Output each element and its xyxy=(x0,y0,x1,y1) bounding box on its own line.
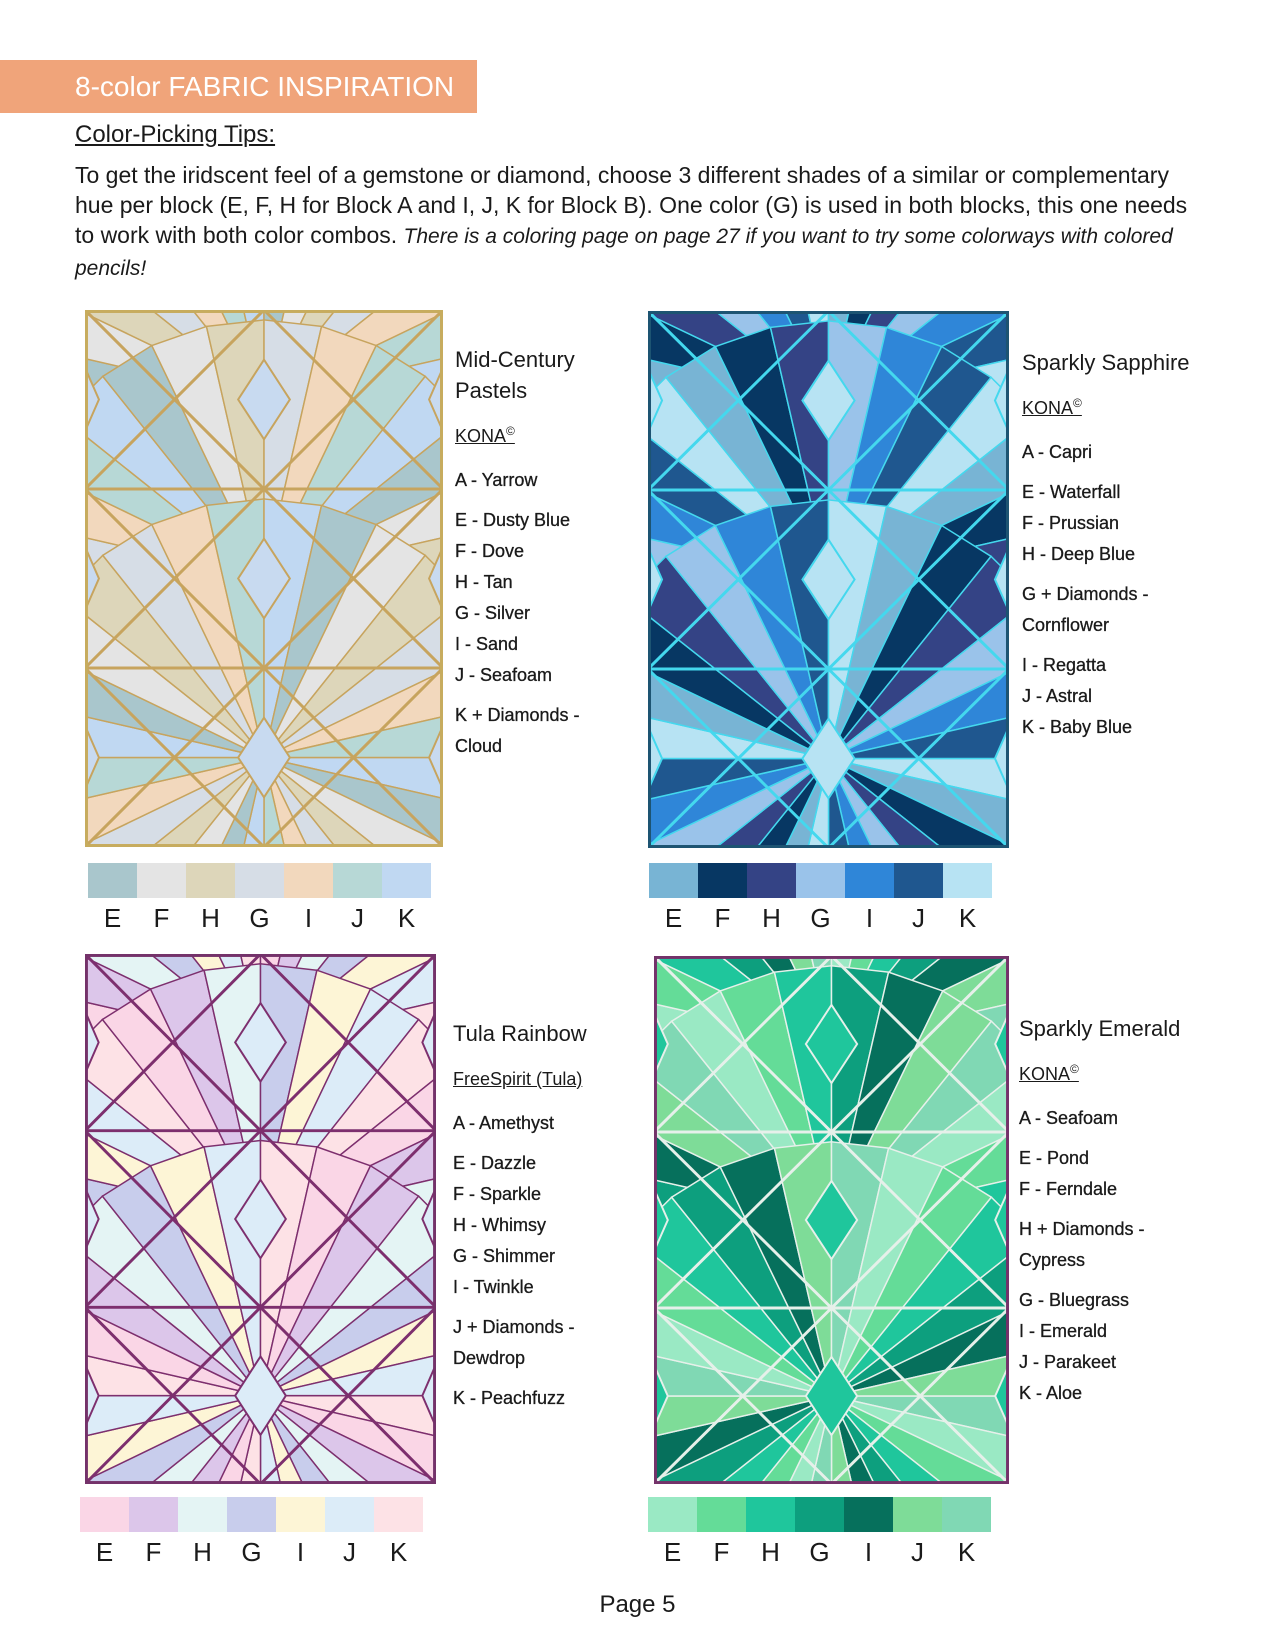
fabric-item: I - Emerald xyxy=(1019,1321,1108,1341)
section-banner: 8-color FABRIC INSPIRATION xyxy=(0,60,477,113)
swatch-letters-emerald xyxy=(648,1537,991,1568)
tips-paragraph xyxy=(75,160,1205,284)
fabric-item: J - Astral xyxy=(1022,686,1093,706)
color-swatch xyxy=(88,863,137,898)
palette-info-pastels xyxy=(455,344,625,762)
color-swatch xyxy=(178,1497,227,1532)
palette-info-emerald xyxy=(1019,1013,1189,1409)
tips-heading: Color-Picking Tips: xyxy=(75,121,276,148)
swatch-letters-sapphire xyxy=(649,903,992,934)
fabric-item: H - Whimsy xyxy=(453,1215,546,1235)
swatch-letter: I xyxy=(864,1537,873,1567)
color-swatch xyxy=(284,863,333,898)
fabric-item: G - Shimmer xyxy=(453,1246,556,1266)
color-swatch xyxy=(235,863,284,898)
fabric-item: H - Deep Blue xyxy=(1022,544,1136,564)
fabric-item: H + Diamonds - Cypress xyxy=(1019,1219,1145,1270)
swatch-letter: H xyxy=(193,1537,212,1567)
swatch-letter: I xyxy=(296,1537,305,1567)
color-swatch xyxy=(796,863,845,898)
swatch-letter: E xyxy=(103,903,122,933)
swatch-letters-pastels xyxy=(88,903,431,934)
page-number: Page 5 xyxy=(599,1591,676,1618)
color-swatch xyxy=(129,1497,178,1532)
fabric-item: I - Regatta xyxy=(1022,655,1107,675)
color-swatch xyxy=(648,1497,697,1532)
color-swatch xyxy=(325,1497,374,1532)
color-swatch xyxy=(942,1497,991,1532)
color-swatch xyxy=(893,1497,942,1532)
tips-body: To get the iridscent feel of a gemstone or diamond, choose 3 different shades of a similar or complementary hue per block (E, F, H for Block A and I, J, K for Block B). One color (G) is used in both blocks, this one needs to work with both color combos. xyxy=(75,162,1188,248)
swatch-letter: G xyxy=(249,903,270,933)
palette-name: Mid-Century Pastels xyxy=(455,347,575,403)
swatch-strip-pastels xyxy=(88,863,431,898)
palette-name: Sparkly Sapphire xyxy=(1022,350,1190,375)
color-swatch xyxy=(698,863,747,898)
color-swatch xyxy=(844,1497,893,1532)
brand-label: KONA© xyxy=(1019,1062,1079,1084)
brand-label: KONA© xyxy=(455,424,515,446)
fabric-item: E - Dusty Blue xyxy=(455,510,571,530)
swatch-letter: J xyxy=(343,1537,356,1567)
fabric-item: J - Seafoam xyxy=(455,665,553,685)
swatch-letter: H xyxy=(761,1537,780,1567)
fabric-item: A - Yarrow xyxy=(455,470,538,490)
fabric-item: E - Dazzle xyxy=(453,1153,537,1173)
swatch-letter: H xyxy=(201,903,220,933)
color-swatch xyxy=(845,863,894,898)
quilt-image-pastels xyxy=(85,310,443,847)
fabric-item: F - Prussian xyxy=(1022,513,1120,533)
swatch-letter: J xyxy=(351,903,364,933)
palette-info-tula xyxy=(453,1018,623,1414)
color-swatch xyxy=(649,863,698,898)
swatch-letter: G xyxy=(241,1537,262,1567)
swatch-strip-emerald xyxy=(648,1497,991,1532)
swatch-letter: I xyxy=(304,903,313,933)
fabric-item: F - Sparkle xyxy=(453,1184,542,1204)
color-swatch xyxy=(186,863,235,898)
color-swatch xyxy=(747,863,796,898)
swatch-letter: K xyxy=(389,1537,408,1567)
fabric-item: A - Seafoam xyxy=(1019,1108,1119,1128)
swatch-letter: G xyxy=(810,903,831,933)
fabric-item: G - Bluegrass xyxy=(1019,1290,1130,1310)
color-swatch xyxy=(746,1497,795,1532)
tips-italic-note: There is a coloring page on page 27 if you want to try some colorways with colored pencils! xyxy=(75,225,1173,280)
color-swatch xyxy=(943,863,992,898)
fabric-item: G + Diamonds - Cornflower xyxy=(1022,584,1149,635)
fabric-item: A - Capri xyxy=(1022,442,1093,462)
swatch-letter: I xyxy=(865,903,874,933)
swatch-letter: K xyxy=(958,903,977,933)
fabric-item: K - Aloe xyxy=(1019,1383,1083,1403)
quilt-image-tula xyxy=(85,954,436,1484)
fabric-item: I - Sand xyxy=(455,634,519,654)
fabric-item: E - Pond xyxy=(1019,1148,1090,1168)
swatch-letter: E xyxy=(663,1537,682,1567)
swatch-letters-tula xyxy=(80,1537,423,1568)
brand-label: FreeSpirit (Tula) xyxy=(453,1069,583,1089)
fabric-item: J + Diamonds - Dewdrop xyxy=(453,1317,575,1368)
swatch-strip-sapphire xyxy=(649,863,992,898)
fabric-item: E - Waterfall xyxy=(1022,482,1121,502)
swatch-letter: G xyxy=(809,1537,830,1567)
fabric-item: J - Parakeet xyxy=(1019,1352,1117,1372)
fabric-item: K - Peachfuzz xyxy=(453,1388,566,1408)
color-swatch xyxy=(374,1497,423,1532)
fabric-item: F - Ferndale xyxy=(1019,1179,1118,1199)
swatch-letter: H xyxy=(762,903,781,933)
swatch-letter: K xyxy=(957,1537,976,1567)
color-swatch xyxy=(795,1497,844,1532)
color-swatch xyxy=(333,863,382,898)
color-swatch xyxy=(80,1497,129,1532)
swatch-letter: E xyxy=(664,903,683,933)
palette-info-sapphire xyxy=(1022,347,1192,743)
quilt-image-emerald xyxy=(654,956,1009,1484)
color-swatch xyxy=(382,863,431,898)
color-swatch xyxy=(697,1497,746,1532)
fabric-item: H - Tan xyxy=(455,572,513,592)
swatch-letter: E xyxy=(95,1537,114,1567)
fabric-item: K - Baby Blue xyxy=(1022,717,1133,737)
swatch-letter: J xyxy=(912,903,925,933)
fabric-item: A - Amethyst xyxy=(453,1113,555,1133)
color-swatch xyxy=(894,863,943,898)
fabric-item: I - Twinkle xyxy=(453,1277,534,1297)
fabric-item: K + Diamonds - Cloud xyxy=(455,705,580,756)
palette-name: Sparkly Emerald xyxy=(1019,1016,1181,1041)
swatch-letter: F xyxy=(153,903,170,933)
swatch-letter: J xyxy=(911,1537,924,1567)
swatch-letter: K xyxy=(397,903,416,933)
fabric-item: F - Dove xyxy=(455,541,525,561)
swatch-letter: F xyxy=(714,903,731,933)
color-swatch xyxy=(276,1497,325,1532)
palette-name: Tula Rainbow xyxy=(453,1021,587,1046)
color-swatch xyxy=(227,1497,276,1532)
swatch-letter: F xyxy=(145,1537,162,1567)
brand-label: KONA© xyxy=(1022,396,1082,418)
color-swatch xyxy=(137,863,186,898)
fabric-item: G - Silver xyxy=(455,603,531,623)
swatch-strip-tula xyxy=(80,1497,423,1532)
swatch-letter: F xyxy=(713,1537,730,1567)
quilt-image-sapphire xyxy=(648,311,1009,848)
